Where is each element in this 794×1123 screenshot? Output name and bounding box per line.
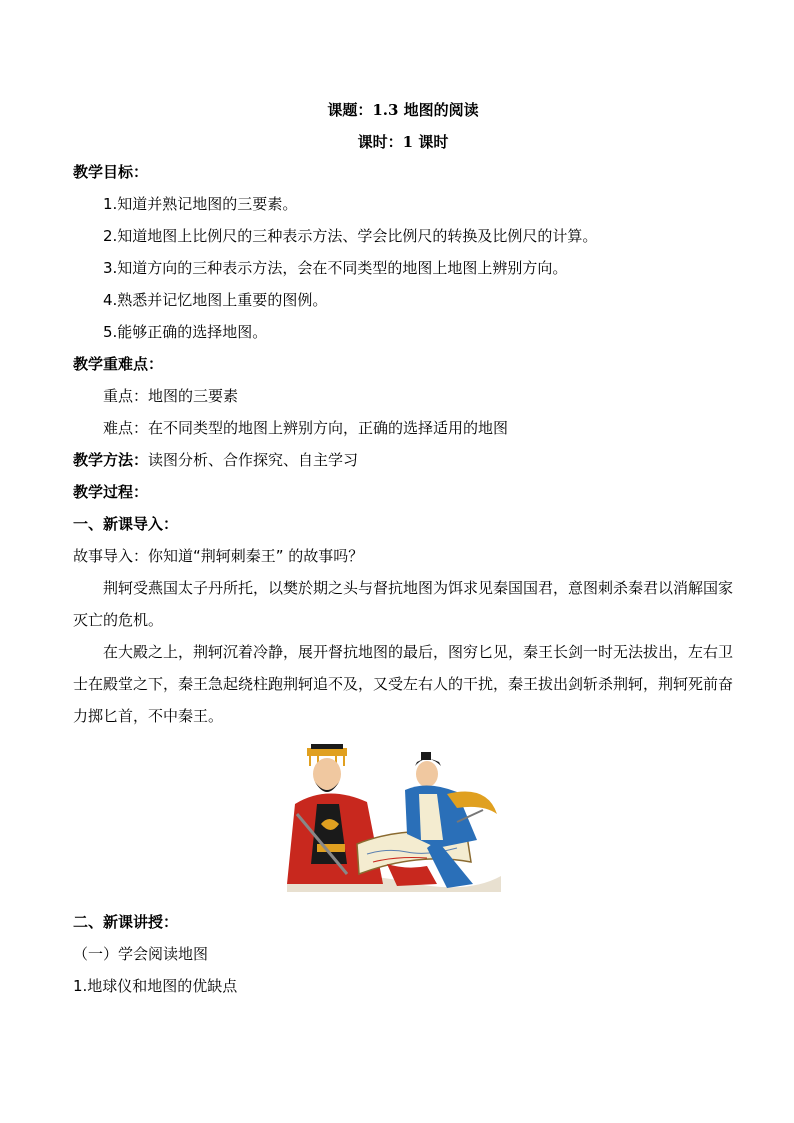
lecture-heading: 二、新课讲授：	[73, 913, 179, 931]
intro-heading: 一、新课导入：	[73, 515, 179, 533]
document-page	[73, 96, 733, 1002]
process-heading: 教学过程：	[73, 483, 149, 501]
objective-item-5: 5.能够正确的选择地图。	[103, 323, 268, 341]
intro-lead: 故事导入：你知道“荆轲刺秦王” 的故事吗？	[73, 547, 364, 565]
methods-heading: 教学方法：	[73, 451, 149, 469]
methods-line	[73, 444, 733, 476]
key-points-heading: 教学重难点：	[73, 355, 164, 373]
lesson-title: 课题：1.3 地图的阅读	[327, 101, 479, 119]
objective-item-4: 4.熟悉并记忆地图上重要的图例。	[103, 291, 328, 309]
jing-ke-assassination-illustration	[287, 744, 501, 892]
lecture-subsection: （一）学会阅读地图	[73, 945, 209, 963]
objective-item-2: 2.知道地图上比例尺的三种表示方法、学会比例尺的转换及比例尺的计算。	[103, 227, 598, 245]
story-paragraph-1: 荆轲受燕国太子丹所托，以樊於期之头与督抗地图为饵求见秦国国君，意图刺杀秦君以消解国家灭亡的危机。	[73, 579, 734, 629]
objective-item-3: 3.知道方向的三种表示方法，会在不同类型的地图上地图上辨别方向。	[103, 259, 568, 277]
story-paragraph-2: 在大殿之上，荆轲沉着冷静，展开督抗地图的最后，图穷匕见，秦王长剑一时无法拔出，左右卫士在殿堂之下，秦王急起绕柱跑荆轲追不及，又受左右人的干扰，秦王拔出剑斩杀荆轲，荆轲死前奋力掷匕首，不中秦王。	[73, 643, 734, 725]
methods-text: 读图分析、合作探究、自主学习	[148, 451, 359, 469]
difficult-point: 难点：在不同类型的地图上辨别方向，正确的选择适用的地图	[103, 419, 509, 437]
objective-item-1: 1.知道并熟记地图的三要素。	[103, 195, 298, 213]
lesson-period: 课时：1 课时	[357, 133, 449, 151]
key-point: 重点：地图的三要素	[103, 387, 239, 405]
lecture-item-1: 1.地球仪和地图的优缺点	[73, 977, 238, 995]
objectives-heading: 教学目标：	[73, 163, 149, 181]
